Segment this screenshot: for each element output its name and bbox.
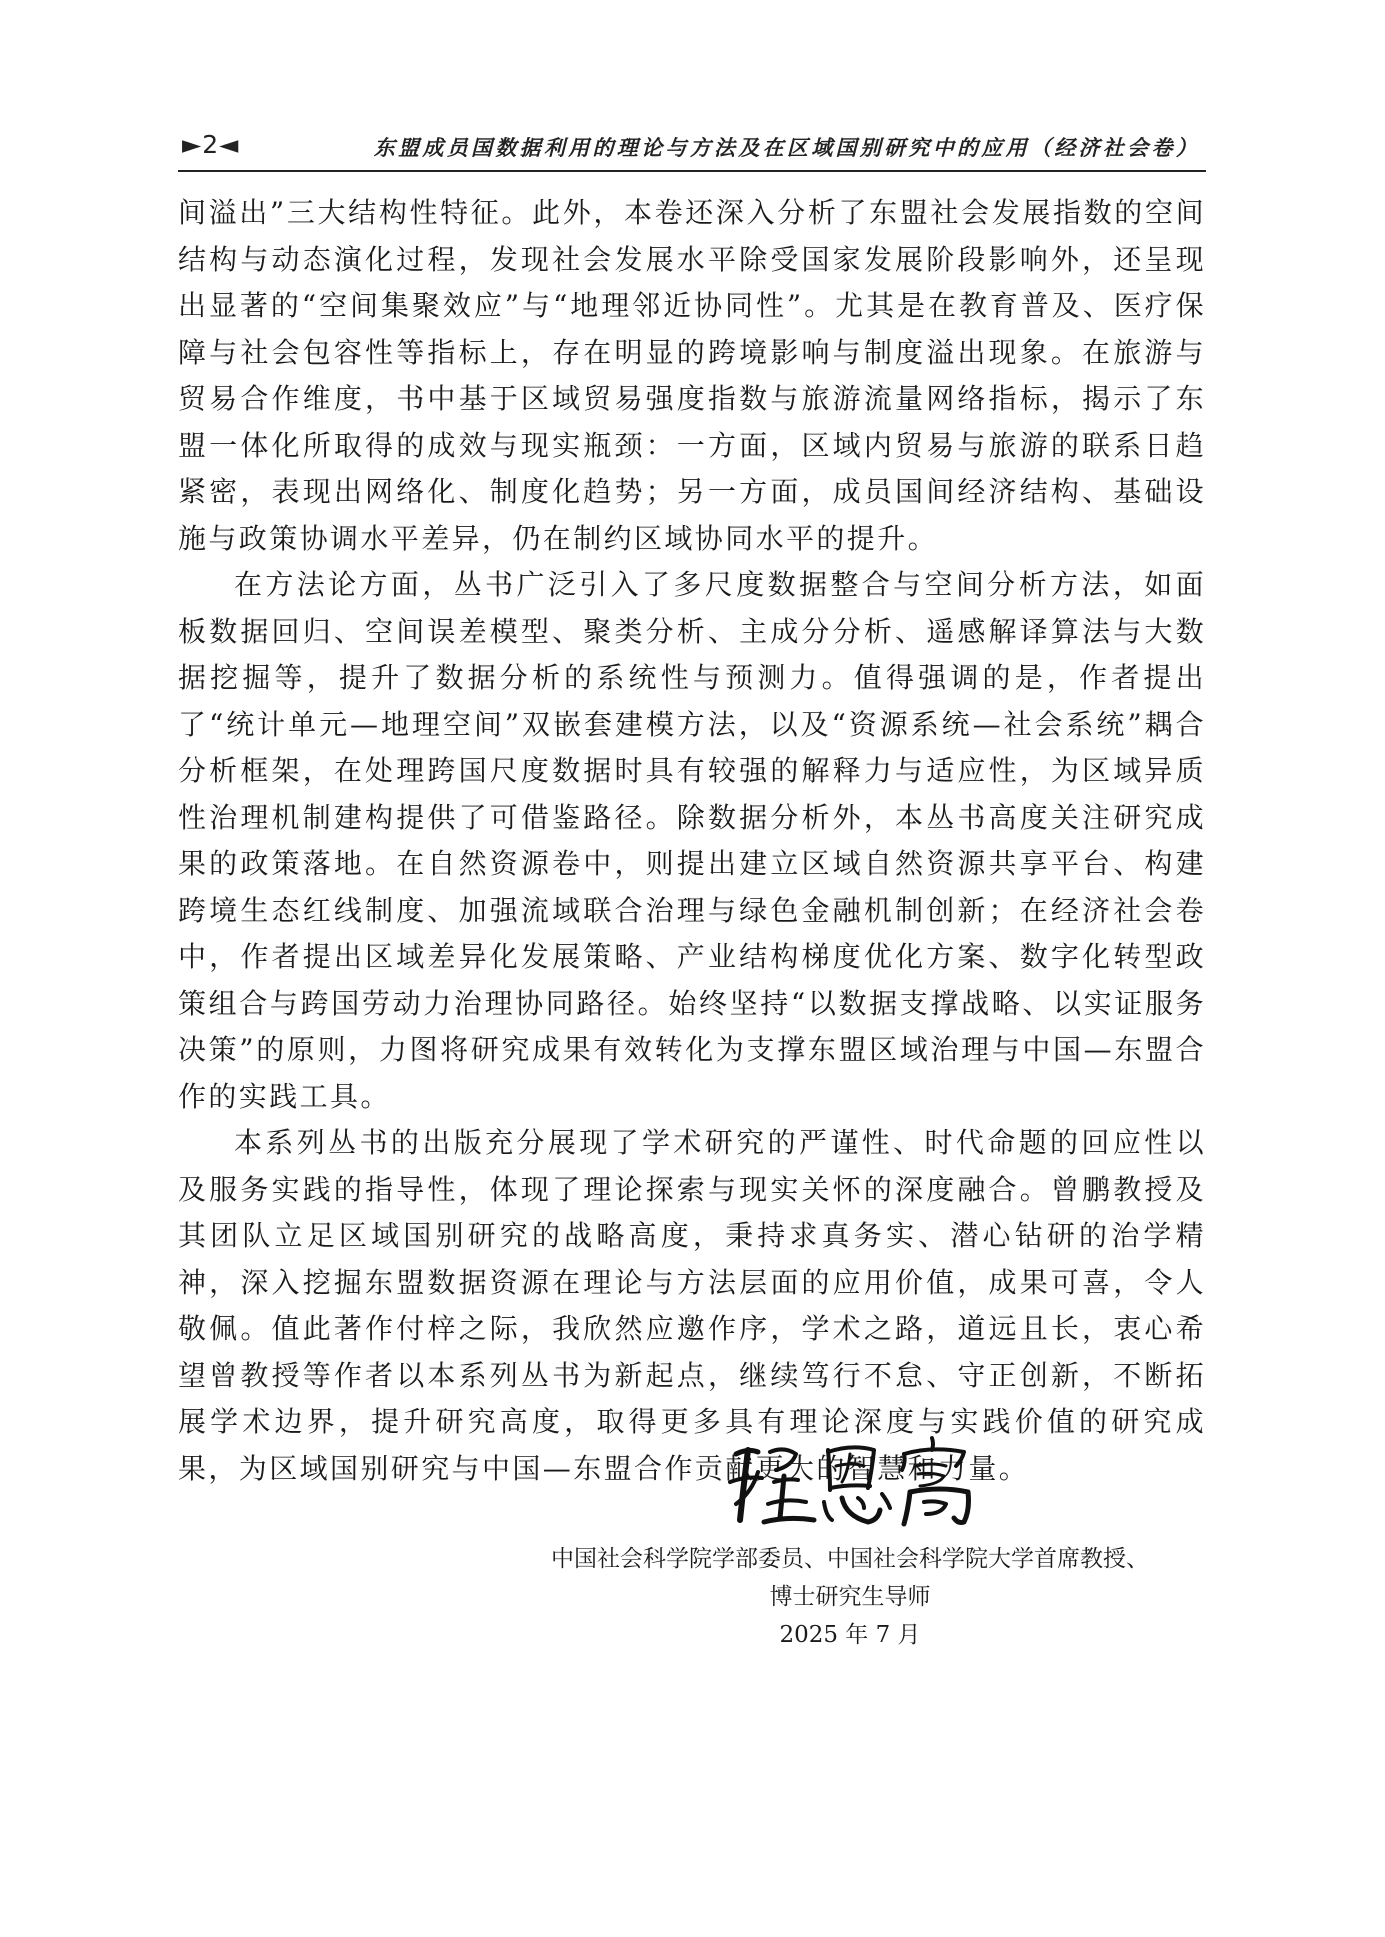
- signature-date: 2025 年 7 月: [779, 1622, 921, 1648]
- author-title: 博士研究生导师: [769, 1584, 931, 1610]
- signature-block: [470, 1540, 1230, 1654]
- paragraph-2: 在方法论方面，丛书广泛引入了多尺度数据整合与空间分析方法，如面板数据回归、空间误差模型、聚类分析、主成分分析、遥感解译算法与大数据挖掘等，提升了数据分析的系统性与预测力。值得强调的是，作者提出了“统计单元—地理空间”双嵌套建模方法，以及“资源系统—社会系统”耦合分析框架，在处理跨国尺度数据时具有较强的解释力与适应性，为区域异质性治理机制建构提供了可借鉴路径。除数据分析外，本丛书高度关注研究成果的政策落地。在自然资源卷中，则提出建立区域自然资源共享平台、构建跨境生态红线制度、加强流域联合治理与绿色金融机制创新；在经济社会卷中，作者提出区域差异化发展策略、产业结构梯度优化方案、数字化转型政策组合与跨国劳动力治理协同路径。始终坚持“以数据支撑战略、以实证服务决策”的原则，力图将研究成果有效转化为支撑东盟区域治理与中国—东盟合作的实践工具。: [178, 568, 1206, 1113]
- page-header: [178, 120, 1206, 172]
- author-affiliation: 中国社会科学院学部委员、中国社会科学院大学首席教授、: [551, 1546, 1149, 1572]
- paragraph-1: 间溢出”三大结构性特征。此外，本卷还深入分析了东盟社会发展指数的空间结构与动态演化过程，发现社会发展水平除受国家发展阶段影响外，还呈现出显著的“空间集聚效应”与“地理邻近协同性”。尤其是在教育普及、医疗保障与社会包容性等指标上，存在明显的跨境影响与制度溢出现象。在旅游与贸易合作维度，书中基于区域贸易强度指数与旅游流量网络指标，揭示了东盟一体化所取得的成效与现实瓶颈：一方面，区域内贸易与旅游的联系日趋紧密，表现出网络化、制度化趋势；另一方面，成员国间经济结构、基础设施与政策协调水平差异，仍在制约区域协同水平的提升。: [178, 196, 1206, 555]
- page-number: ►2◄: [182, 130, 240, 159]
- handwritten-signature: [718, 1432, 978, 1532]
- paragraph-3: 本系列丛书的出版充分展现了学术研究的严谨性、时代命题的回应性以及服务实践的指导性，体现了理论探索与现实关怀的深度融合。曾鹏教授及其团队立足区域国别研究的战略高度，秉持求真务实、潜心钻研的治学精神，深入挖掘东盟数据资源在理论与方法层面的应用价值，成果可喜，令人敬佩。值此著作付梓之际，我欣然应邀作序，学术之路，道远且长，衷心希望曾教授等作者以本系列丛书为新起点，继续笃行不怠、守正创新，不断拓展学术边界，提升研究高度，取得更多具有理论深度与实践价值的研究成果，为区域国别研究与中国—东盟合作贡献更大的智慧和力量。: [178, 1126, 1206, 1485]
- running-title: 东盟成员国数据利用的理论与方法及在区域国别研究中的应用（经济社会卷）: [373, 136, 1200, 160]
- body-text: [178, 190, 1206, 1492]
